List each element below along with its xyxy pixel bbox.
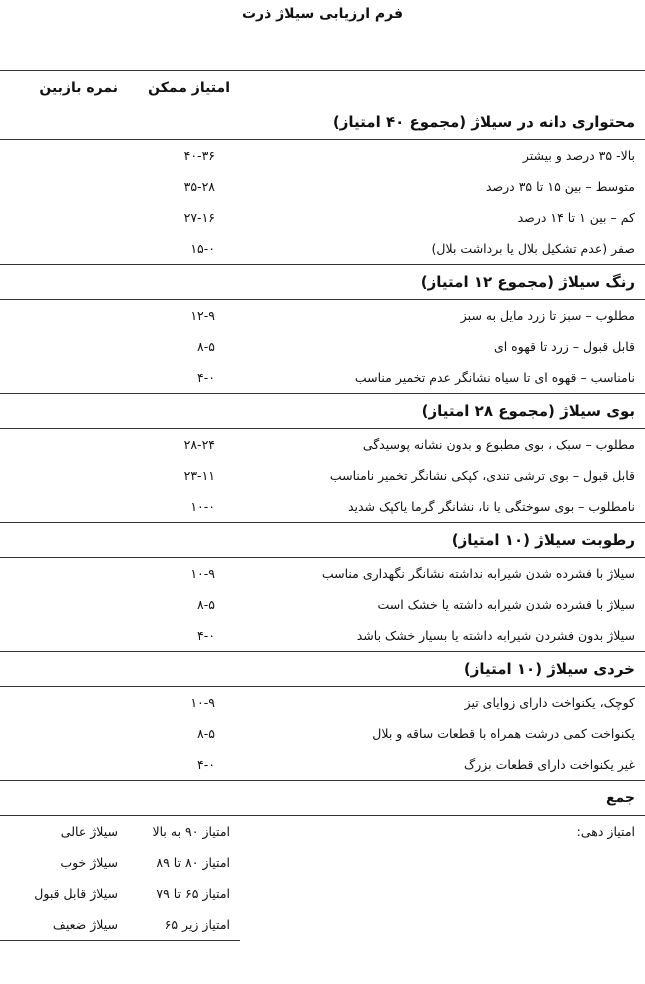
criterion-text: نامطلوب – بوی سوختگی یا نا، نشانگر گرما یاکپک شدید [347, 499, 635, 514]
criterion-text: کم – بین ۱ تا ۱۴ درصد [517, 210, 635, 225]
score-range: ۲۷-۱۶ [183, 210, 215, 225]
grade-row [0, 816, 645, 848]
criterion-text: مطلوب – سبز تا زرد مایل به سبز [240, 300, 645, 332]
section-heading: رطوبت سیلاژ (۱۰ امتیاز) [0, 523, 645, 558]
score-range: ۴-۰ [197, 370, 215, 385]
criterion-row [0, 331, 645, 362]
criteria-column-header [240, 71, 645, 106]
reviewer-score-cell [0, 300, 130, 332]
score-range: ۲۳-۱۱ [183, 468, 215, 483]
grade-range: امتیاز ۹۰ به بالا [130, 816, 240, 848]
reviewer-score-cell [0, 687, 130, 719]
score-range: ۴-۰ [197, 757, 215, 772]
score-range: ۱۵-۰ [190, 241, 215, 256]
total-label: جمع [0, 781, 645, 816]
reviewer-score-cell [0, 749, 130, 781]
grade-range: امتیاز ۶۵ تا ۷۹ [156, 886, 230, 901]
section-heading-row [0, 105, 645, 140]
table-body [0, 105, 645, 941]
criterion-row [0, 429, 645, 461]
reviewer-score-cell [0, 202, 130, 233]
page-title: فرم ارزیابی سیلاژ ذرت [241, 6, 404, 22]
criterion-row [0, 171, 645, 202]
reviewer-score-cell [0, 362, 130, 394]
criterion-row [0, 558, 645, 590]
score-range: ۱۰-۹ [130, 687, 240, 719]
reviewer-score-cell [0, 429, 130, 461]
reviewer-score-cell [0, 589, 130, 620]
section-heading: رنگ سیلاژ (مجموع ۱۲ امتیاز) [0, 265, 645, 300]
column-header-row [0, 71, 645, 106]
score-range: ۸-۵ [197, 339, 215, 354]
section-heading-row [0, 265, 645, 300]
criterion-text: متوسط – بین ۱۵ تا ۳۵ درصد [485, 179, 635, 194]
evaluation-table [0, 70, 645, 941]
section-heading: خردی سیلاژ (۱۰ امتیاز) [0, 652, 645, 687]
reviewer-score-column-header: نمره بازبین [0, 71, 130, 106]
grade-quality: سیلاژ ضعیف [0, 909, 130, 941]
criterion-row [0, 202, 645, 233]
section-heading: محتواری دانه در سیلاژ (مجموع ۴۰ امتیاز) [332, 113, 635, 131]
reviewer-score-cell [0, 233, 130, 265]
reviewer-score-cell [0, 620, 130, 652]
reviewer-score-cell [0, 491, 130, 523]
criterion-text: سیلاژ با فشرده شدن شیرابه داشته یا خشک است [377, 597, 635, 612]
criterion-text: سیلاژ بدون فشردن شیرابه داشته یا بسیار خشک باشد [356, 628, 635, 643]
score-range: ۴۰-۳۶ [130, 140, 240, 172]
grade-range: امتیاز ۸۰ تا ۸۹ [156, 855, 230, 870]
reviewer-score-cell [0, 140, 130, 172]
score-range: ۲۸-۲۴ [130, 429, 240, 461]
criterion-row [0, 687, 645, 719]
criterion-row [0, 140, 645, 172]
total-row [0, 781, 645, 816]
section-heading-row [0, 652, 645, 687]
grade-range: امتیاز زیر ۶۵ [130, 909, 240, 941]
score-range: ۸-۵ [197, 597, 215, 612]
reviewer-score-cell [0, 171, 130, 202]
score-range: ۱۰-۹ [130, 558, 240, 590]
criterion-text: یکنواخت کمی درشت همراه با قطعات ساقه و بلال [372, 726, 635, 741]
score-range: ۴-۰ [197, 628, 215, 643]
scoring-label: امتیاز دهی: [240, 816, 645, 941]
section-heading-row [0, 394, 645, 429]
reviewer-score-cell [0, 718, 130, 749]
criterion-row [0, 491, 645, 523]
criterion-text: سیلاژ با فشرده شدن شیرابه نداشته نشانگر نگهداری مناسب [240, 558, 645, 590]
criterion-text: نامناسب – قهوه ای تا سیاه نشانگر عدم تخمیر مناسب [354, 370, 635, 385]
section-heading: بوی سیلاژ (مجموع ۲۸ امتیاز) [0, 394, 645, 429]
score-range: ۸-۵ [197, 726, 215, 741]
criterion-text: قابل قبول – بوی ترشی تندی، کپکی نشانگر تخمیر نامناسب [329, 468, 635, 483]
reviewer-score-cell [0, 460, 130, 491]
criterion-row [0, 718, 645, 749]
criterion-row [0, 620, 645, 652]
criterion-row [0, 300, 645, 332]
grade-quality: سیلاژ عالی [0, 816, 130, 848]
grade-quality: سیلاژ قابل قبول [34, 886, 118, 901]
criterion-text: بالا- ۳۵ درصد و بیشتر [240, 140, 645, 172]
score-range: ۱۰-۰ [190, 499, 215, 514]
criterion-text: صفر (عدم تشکیل بلال یا برداشت بلال) [431, 241, 635, 256]
criterion-text: غیر یکنواخت دارای قطعات بزرگ [464, 757, 635, 772]
criterion-text: کوچک، یکنواخت دارای زوایای تیز [240, 687, 645, 719]
reviewer-score-cell [0, 331, 130, 362]
criterion-row [0, 460, 645, 491]
possible-score-column-header: امتیاز ممکن [130, 71, 240, 106]
reviewer-score-cell [0, 558, 130, 590]
score-range: ۳۵-۲۸ [183, 179, 215, 194]
section-heading-row [0, 523, 645, 558]
criterion-row [0, 749, 645, 781]
criterion-row [0, 589, 645, 620]
criterion-text: قابل قبول – زرد تا قهوه ای [493, 339, 635, 354]
criterion-row [0, 233, 645, 265]
grade-quality: سیلاژ خوب [60, 855, 118, 870]
criterion-row [0, 362, 645, 394]
criterion-text: مطلوب – سبک ، بوی مطبوع و بدون نشانه پوسیدگی [240, 429, 645, 461]
score-range: ۱۲-۹ [130, 300, 240, 332]
